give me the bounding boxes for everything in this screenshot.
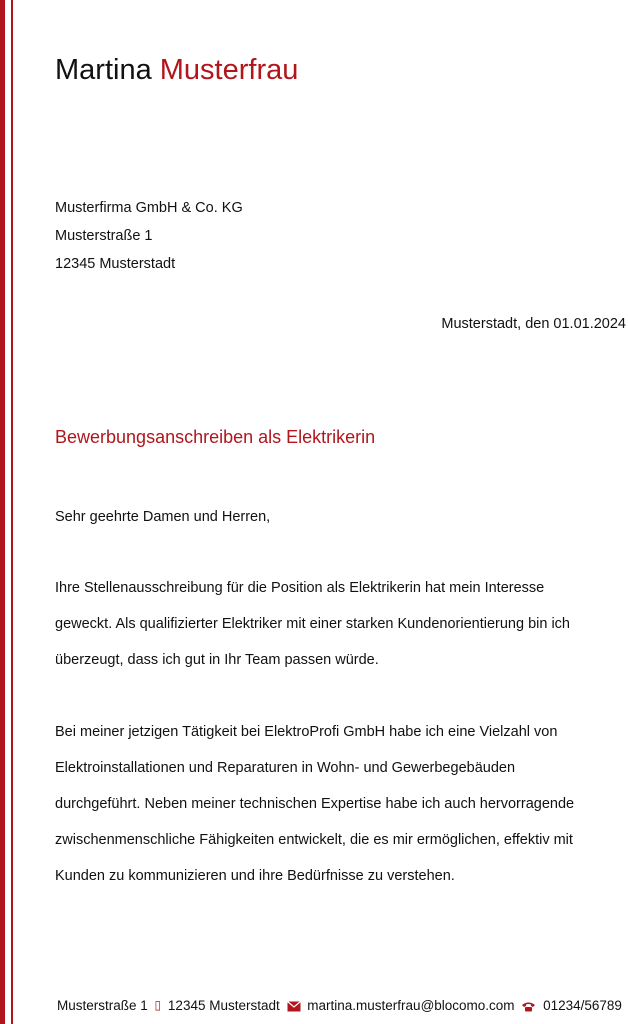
recipient-street: Musterstraße 1 — [55, 228, 153, 244]
paragraph-line: Ihre Stellenausschreibung für die Position als Elektrikerin hat mein Interesse — [55, 580, 545, 596]
footer-city: 12345 Musterstadt — [167, 998, 280, 1013]
left-accent-bar-thin — [11, 0, 13, 1024]
footer-contact — [57, 995, 622, 1016]
sender-name — [55, 52, 298, 88]
mail-icon — [287, 996, 301, 1016]
paragraph-line: geweckt. Als qualifizierter Elektriker mit einer starken Kundenorientierung bin ich — [55, 616, 570, 632]
left-accent-bar-thick — [0, 0, 5, 1024]
footer-phone[interactable]: 01234/56789 — [543, 998, 622, 1013]
recipient-city: 12345 Musterstadt — [55, 256, 176, 272]
letter-subject: Bewerbungsanschreiben als Elektrikerin — [55, 427, 376, 447]
paragraph-line: zwischenmenschliche Fähigkeiten entwickelt, die es mir ermöglichen, effektiv mit — [55, 832, 573, 848]
body-paragraph-2 — [55, 714, 620, 894]
sender-last-name: Musterfrau — [159, 54, 299, 86]
salutation: Sehr geehrte Damen und Herren, — [55, 509, 271, 525]
sender-first-name: Martina — [55, 54, 152, 86]
date-line: Musterstadt, den 01.01.2024 — [441, 316, 626, 332]
footer-email[interactable]: martina.musterfrau@blocomo.com — [307, 998, 515, 1013]
phone-icon — [521, 996, 536, 1016]
recipient-company: Musterfirma GmbH & Co. KG — [55, 200, 243, 216]
paragraph-line: Bei meiner jetzigen Tätigkeit bei ElektroProfi GmbH habe ich eine Vielzahl von — [55, 724, 558, 740]
paragraph-line: Elektroinstallationen und Reparaturen in Wohn- und Gewerbegebäuden — [55, 760, 516, 776]
paragraph-line: durchgeführt. Neben meiner technischen Expertise habe ich auch hervorragende — [55, 796, 575, 812]
paragraph-line: Kunden zu kommunizieren und ihre Bedürfnisse zu verstehen. — [55, 868, 455, 884]
location-icon: ▯ — [154, 998, 162, 1012]
recipient-address — [55, 194, 243, 278]
footer-street: Musterstraße 1 — [57, 998, 148, 1013]
paragraph-line: überzeugt, dass ich gut in Ihr Team passen würde. — [55, 652, 379, 668]
body-paragraph-1 — [55, 570, 620, 678]
